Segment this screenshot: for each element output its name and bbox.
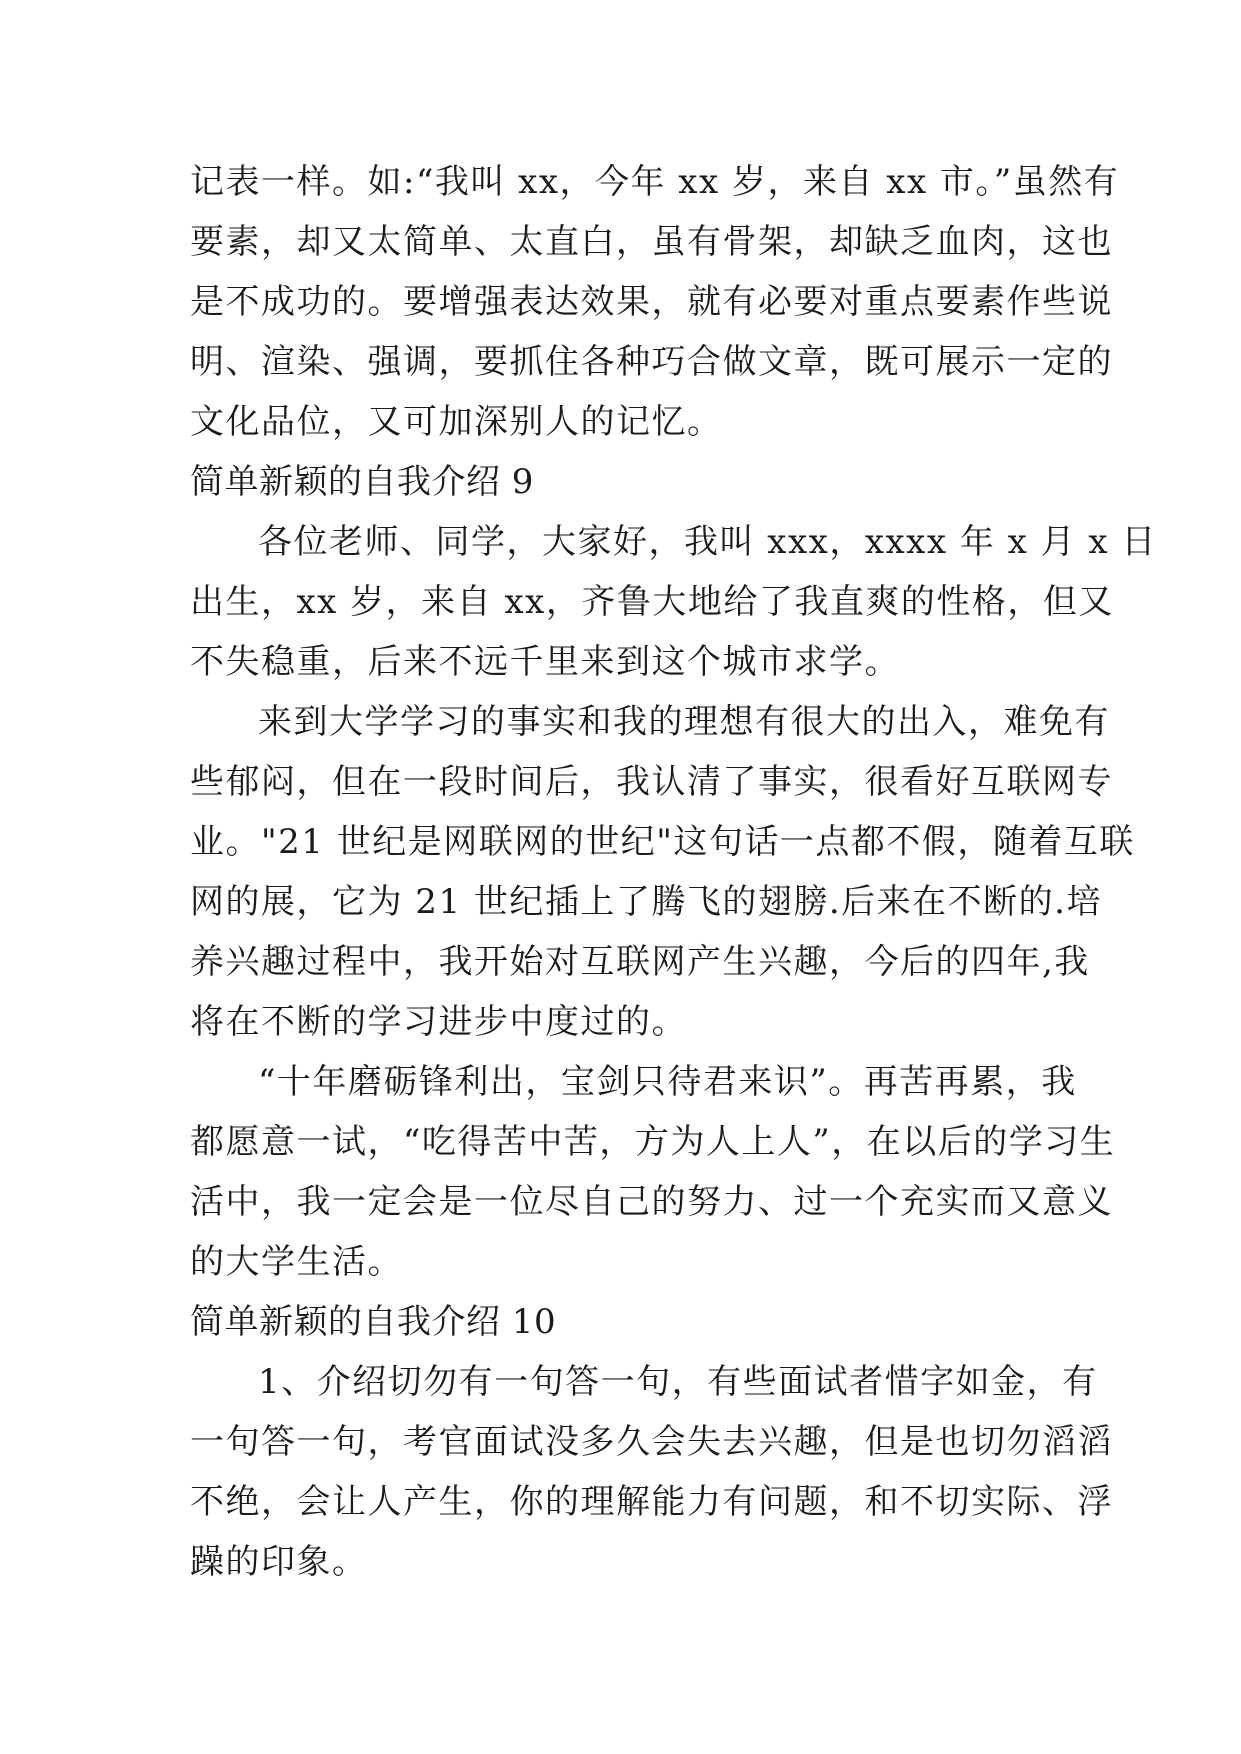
text-line: “十年磨砺锋利出，宝剑只待君来识”。再苦再累，我 (258, 1062, 1077, 1102)
text-line: 些郁闷，但在一段时间后，我认清了事实，很看好互联网专 (190, 762, 1113, 802)
text-line: 1、介绍切勿有一句答一句，有些面试者惜字如金，有 (258, 1362, 1098, 1402)
text-line: 要素，却又太简单、太直白，虽有骨架，却缺乏血肉，这也 (190, 222, 1113, 262)
paragraph (190, 1352, 1113, 1592)
text-line: 养兴趣过程中，我开始对互联网产生兴趣，今后的四年,我 (190, 942, 1090, 982)
text-line: 将在不断的学习进步中度过的。 (190, 1002, 687, 1042)
text-line: 明、渲染、强调，要抓住各种巧合做文章，既可展示一定的 (190, 342, 1113, 382)
text-line: 出生，xx 岁，来自 xx，齐鲁大地给了我直爽的性格，但又 (190, 582, 1114, 622)
section-heading: 简单新颖的自我介绍 10 (190, 1302, 557, 1342)
text-line: 的大学生活。 (190, 1242, 403, 1282)
text-line: 记表一样。如:“我叫 xx，今年 xx 岁，来自 xx 市。”虽然有 (190, 162, 1120, 202)
section-heading: 简单新颖的自我介绍 9 (190, 462, 534, 502)
paragraph (190, 692, 1135, 1052)
text-line: 各位老师、同学，大家好，我叫 xxx，xxxx 年 x 月 x 日 (258, 522, 1157, 562)
paragraph (190, 512, 1157, 692)
text-line: 业。"21 世纪是网联网的世纪"这句话一点都不假，随着互联 (190, 822, 1135, 862)
text-line: 一句答一句，考官面试没多久会失去兴趣，但是也切勿滔滔 (190, 1422, 1113, 1462)
document-page (190, 152, 1157, 1592)
text-line: 不失稳重，后来不远千里来到这个城市求学。 (190, 642, 900, 682)
text-line: 不绝，会让人产生，你的理解能力有问题，和不切实际、浮 (190, 1482, 1113, 1522)
text-line: 文化品位，又可加深别人的记忆。 (190, 402, 723, 442)
text-line: 都愿意一试，“吃得苦中苦，方为人上人”，在以后的学习生 (190, 1122, 1116, 1162)
text-line: 来到大学学习的事实和我的理想有很大的出入，难免有 (258, 702, 1110, 742)
text-line: 躁的印象。 (190, 1542, 368, 1582)
text-line: 活中，我一定会是一位尽自己的努力、过一个充实而又意义 (190, 1182, 1113, 1222)
text-line: 是不成功的。要增强表达效果，就有必要对重点要素作些说 (190, 282, 1113, 322)
paragraph (190, 152, 1120, 452)
paragraph (190, 1052, 1116, 1292)
text-line: 网的展，它为 21 世纪插上了腾飞的翅膀.后来在不断的.培 (190, 882, 1102, 922)
